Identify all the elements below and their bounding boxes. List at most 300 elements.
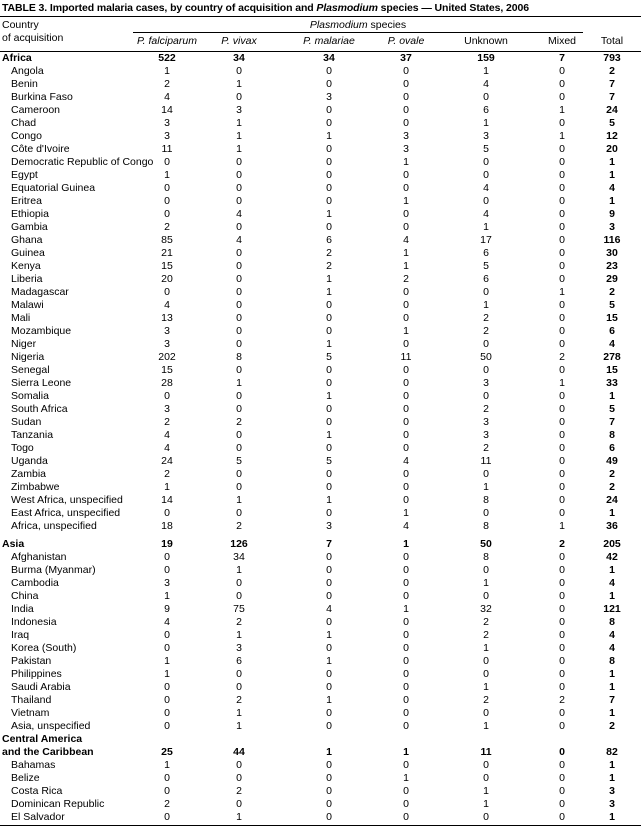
row-value: 0: [559, 338, 565, 350]
row-value: 5: [609, 117, 615, 129]
row-value: 0: [483, 468, 489, 480]
row-value: 0: [559, 143, 565, 155]
row-value: 1: [483, 117, 489, 129]
row-value: 0: [326, 442, 332, 454]
row-value: 0: [326, 811, 332, 823]
row-value: 1: [236, 707, 242, 719]
row-label: Angola: [11, 65, 44, 77]
row-value: 1: [609, 811, 615, 823]
row-value: 0: [326, 195, 332, 207]
row-value: 50: [480, 351, 492, 363]
row-value: 14: [161, 494, 173, 506]
row-value: 0: [403, 481, 409, 493]
row-value: 1: [483, 577, 489, 589]
row-value: 1: [164, 590, 170, 602]
row-label: Togo: [11, 442, 34, 454]
row-value: 0: [236, 507, 242, 519]
row-value: 0: [164, 195, 170, 207]
row-value: 0: [236, 299, 242, 311]
row-value: 0: [326, 681, 332, 693]
row-value: 0: [403, 494, 409, 506]
row-value: 202: [158, 351, 176, 363]
row-value: 0: [164, 785, 170, 797]
row-value: 0: [236, 390, 242, 402]
row-value: 3: [326, 520, 332, 532]
table-row: [0, 759, 641, 772]
row-value: 3: [164, 577, 170, 589]
row-value: 0: [403, 338, 409, 350]
row-value: 0: [483, 759, 489, 771]
row-value: 1: [164, 65, 170, 77]
row-label: Nigeria: [11, 351, 45, 363]
row-label: Asia: [2, 538, 25, 550]
row-value: 8: [609, 429, 615, 441]
row-value: 1: [326, 429, 332, 441]
table-row: [0, 130, 641, 143]
table-row: [0, 772, 641, 785]
row-value: 0: [236, 221, 242, 233]
row-value: 5: [236, 455, 242, 467]
row-value: 0: [236, 403, 242, 415]
row-value: 2: [236, 616, 242, 628]
row-value: 0: [403, 390, 409, 402]
row-value: 0: [236, 442, 242, 454]
table-row: [0, 538, 641, 551]
table-title-prefix: TABLE 3. Imported malaria cases, by country of acquisition and: [2, 2, 317, 14]
row-label: Burkina Faso: [11, 91, 73, 103]
table-title-suffix: species — United States, 2006: [377, 2, 529, 14]
header-col-unknown: Unknown: [464, 35, 508, 47]
row-value: 0: [483, 507, 489, 519]
row-value: 0: [164, 772, 170, 784]
row-label: China: [11, 590, 39, 602]
row-value: 1: [326, 694, 332, 706]
row-value: 1: [403, 195, 409, 207]
row-label: Sudan: [11, 416, 42, 428]
table-row: [0, 234, 641, 247]
row-value: 2: [164, 78, 170, 90]
row-label: Mozambique: [11, 325, 72, 337]
row-label: Egypt: [11, 169, 38, 181]
row-value: 0: [236, 156, 242, 168]
table-row: [0, 286, 641, 299]
row-value: 0: [559, 403, 565, 415]
row-value: 1: [236, 494, 242, 506]
table-row: [0, 564, 641, 577]
table-row: [0, 416, 641, 429]
table-row: [0, 403, 641, 416]
table-row: [0, 299, 641, 312]
row-value: 4: [483, 78, 489, 90]
row-value: 0: [559, 260, 565, 272]
row-value: 0: [483, 364, 489, 376]
row-value: 3: [483, 429, 489, 441]
row-value: 0: [326, 564, 332, 576]
header-col-p-malariae-label: P. malariae: [303, 35, 355, 47]
row-value: 0: [559, 811, 565, 823]
row-value: 4: [403, 455, 409, 467]
row-value: 8: [236, 351, 242, 363]
row-value: 1: [483, 681, 489, 693]
row-value: 1: [483, 642, 489, 654]
table-row: [0, 429, 641, 442]
row-value: 1: [326, 286, 332, 298]
row-label: Chad: [11, 117, 37, 129]
row-value: 1: [609, 668, 615, 680]
row-value: 0: [164, 694, 170, 706]
row-value: 3: [164, 130, 170, 142]
header-col-p-ovale-label: P. ovale: [387, 35, 425, 47]
row-value: 1: [403, 156, 409, 168]
row-value: 20: [161, 273, 173, 285]
row-value: 0: [403, 104, 409, 116]
row-value: 793: [603, 52, 621, 64]
row-label: Thailand: [11, 694, 52, 706]
row-value: 6: [609, 442, 615, 454]
row-value: 4: [164, 429, 170, 441]
row-value: 7: [609, 91, 615, 103]
row-value: 34: [323, 52, 335, 64]
table-row: [0, 655, 641, 668]
row-value: 0: [236, 182, 242, 194]
row-value: 2: [403, 273, 409, 285]
row-value: 2: [483, 403, 489, 415]
row-value: 0: [559, 590, 565, 602]
row-value: 0: [326, 720, 332, 732]
row-value: 0: [236, 91, 242, 103]
row-value: 7: [326, 538, 332, 550]
row-value: 0: [403, 798, 409, 810]
row-value: 0: [559, 468, 565, 480]
row-value: 17: [480, 234, 492, 246]
row-value: 1: [483, 798, 489, 810]
row-value: 0: [326, 590, 332, 602]
row-label: Madagascar: [11, 286, 69, 298]
table-row: [0, 338, 641, 351]
row-value: 0: [483, 707, 489, 719]
table-row: [0, 377, 641, 390]
row-value: 0: [326, 642, 332, 654]
table-row: [0, 798, 641, 811]
row-value: 0: [164, 390, 170, 402]
row-label: Uganda: [11, 455, 48, 467]
row-value: 1: [609, 772, 615, 784]
row-value: 205: [603, 538, 621, 550]
row-label: Eritrea: [11, 195, 42, 207]
row-value: 2: [559, 694, 565, 706]
row-value: 0: [559, 78, 565, 90]
row-value: 0: [403, 811, 409, 823]
row-value: 0: [483, 338, 489, 350]
row-value: 3: [609, 221, 615, 233]
row-value: 9: [164, 603, 170, 615]
row-value: 1: [559, 104, 565, 116]
row-value: 0: [403, 694, 409, 706]
row-value: 0: [483, 91, 489, 103]
row-value: 0: [236, 772, 242, 784]
row-value: 3: [236, 642, 242, 654]
row-value: 0: [403, 182, 409, 194]
table-row: [0, 260, 641, 273]
table-row: [0, 720, 641, 733]
row-value: 0: [403, 551, 409, 563]
row-value: 2: [559, 538, 565, 550]
table-row: [0, 221, 641, 234]
table-row: [0, 117, 641, 130]
row-label: Cambodia: [11, 577, 59, 589]
row-value: 12: [606, 130, 618, 142]
row-value: 1: [236, 377, 242, 389]
row-value: 0: [403, 403, 409, 415]
row-label: Bahamas: [11, 759, 56, 771]
row-value: 0: [403, 442, 409, 454]
row-label: Democratic Republic of Congo: [11, 156, 154, 168]
row-label: Sierra Leone: [11, 377, 72, 389]
row-value: 37: [400, 52, 412, 64]
row-value: 0: [326, 65, 332, 77]
header-col-p-vivax: [209, 35, 269, 47]
row-value: 522: [158, 52, 176, 64]
row-value: 0: [326, 707, 332, 719]
row-value: 0: [164, 720, 170, 732]
row-value: 11: [480, 746, 492, 758]
row-value: 0: [403, 208, 409, 220]
row-value: 0: [559, 455, 565, 467]
table-row: [0, 390, 641, 403]
row-label: Cameroon: [11, 104, 61, 116]
row-value: 2: [483, 694, 489, 706]
row-value: 11: [480, 455, 492, 467]
row-value: 0: [559, 442, 565, 454]
row-label-line2: and the Caribbean: [2, 746, 94, 758]
table-row: [0, 481, 641, 494]
species-span-rule: [133, 32, 583, 33]
row-value: 0: [326, 616, 332, 628]
row-label: Belize: [11, 772, 40, 784]
row-value: 9: [609, 208, 615, 220]
row-value: 159: [477, 52, 495, 64]
row-label: Vietnam: [11, 707, 50, 719]
row-label: Somalia: [11, 390, 49, 402]
row-value: 2: [164, 416, 170, 428]
header-col-p-malariae: [299, 35, 359, 47]
row-value: 0: [403, 681, 409, 693]
row-value: 15: [161, 364, 173, 376]
row-value: 0: [326, 104, 332, 116]
row-value: 2: [609, 65, 615, 77]
row-value: 0: [559, 312, 565, 324]
row-value: 0: [164, 642, 170, 654]
row-value: 0: [559, 117, 565, 129]
row-value: 2: [236, 416, 242, 428]
row-value: 5: [483, 260, 489, 272]
row-value: 2: [559, 351, 565, 363]
row-value: 3: [403, 143, 409, 155]
header-col-p-ovale: [376, 35, 436, 47]
row-value: 0: [236, 312, 242, 324]
row-value: 0: [236, 590, 242, 602]
row-label: Equatorial Guinea: [11, 182, 96, 194]
row-value: 1: [609, 681, 615, 693]
row-value: 0: [236, 247, 242, 259]
row-value: 1: [236, 811, 242, 823]
row-value: 2: [326, 260, 332, 272]
row-value: 4: [483, 182, 489, 194]
row-label: West Africa, unspecified: [11, 494, 123, 506]
row-value: 5: [326, 351, 332, 363]
row-label: Ethiopia: [11, 208, 49, 220]
row-value: 1: [326, 746, 332, 758]
row-value: 0: [236, 668, 242, 680]
row-value: 1: [236, 629, 242, 641]
row-value: 50: [480, 538, 492, 550]
row-value: 11: [400, 351, 412, 363]
row-value: 0: [326, 143, 332, 155]
row-value: 1: [403, 746, 409, 758]
row-value: 0: [559, 494, 565, 506]
row-value: 0: [326, 364, 332, 376]
row-value: 0: [559, 746, 565, 758]
row-value: 0: [326, 299, 332, 311]
row-value: 21: [161, 247, 173, 259]
row-value: 1: [609, 759, 615, 771]
row-value: 25: [161, 746, 173, 758]
row-label: Afghanistan: [11, 551, 67, 563]
row-value: 4: [609, 577, 615, 589]
table-row: [0, 273, 641, 286]
row-value: 1: [236, 78, 242, 90]
row-value: 1: [403, 260, 409, 272]
row-value: 4: [483, 208, 489, 220]
row-value: 0: [559, 507, 565, 519]
row-label: Guinea: [11, 247, 45, 259]
row-value: 1: [236, 117, 242, 129]
row-value: 0: [236, 325, 242, 337]
row-value: 2: [236, 694, 242, 706]
table-row: [0, 577, 641, 590]
row-value: 6: [326, 234, 332, 246]
row-value: 0: [326, 169, 332, 181]
row-value: 8: [483, 494, 489, 506]
table-row: [0, 603, 641, 616]
row-value: 1: [483, 720, 489, 732]
row-value: 0: [559, 247, 565, 259]
row-value: 1: [326, 273, 332, 285]
row-value: 0: [559, 616, 565, 628]
row-value: 0: [326, 481, 332, 493]
row-value: 18: [161, 520, 173, 532]
row-value: 2: [236, 520, 242, 532]
table-row: [0, 52, 641, 65]
row-value: 1: [609, 590, 615, 602]
row-label: Zambia: [11, 468, 47, 480]
row-value: 1: [164, 668, 170, 680]
row-value: 4: [403, 234, 409, 246]
row-value: 4: [236, 234, 242, 246]
row-value: 0: [559, 642, 565, 654]
header-species-group-italic: Plasmodium: [309, 19, 368, 31]
row-value: 2: [483, 616, 489, 628]
table-row: [0, 668, 641, 681]
row-value: 0: [403, 364, 409, 376]
row-value: 0: [483, 668, 489, 680]
row-value: 82: [606, 746, 618, 758]
row-value: 1: [609, 564, 615, 576]
header-species-group-suffix: species: [367, 19, 407, 31]
table-row: [0, 520, 641, 533]
table-row: [0, 325, 641, 338]
row-value: 5: [326, 455, 332, 467]
table-row: [0, 195, 641, 208]
row-value: 13: [161, 312, 173, 324]
row-value: 0: [326, 325, 332, 337]
row-value: 0: [403, 785, 409, 797]
row-value: 0: [559, 416, 565, 428]
table-row: [0, 694, 641, 707]
row-value: 1: [326, 338, 332, 350]
row-value: 0: [326, 551, 332, 563]
row-value: 0: [559, 603, 565, 615]
row-value: 2: [164, 798, 170, 810]
row-value: 1: [559, 130, 565, 142]
row-value: 116: [603, 234, 621, 246]
row-value: 0: [164, 551, 170, 563]
row-value: 0: [326, 78, 332, 90]
row-value: 0: [483, 169, 489, 181]
row-label: Niger: [11, 338, 37, 350]
row-value: 0: [403, 221, 409, 233]
table-row: [0, 78, 641, 91]
row-value: 0: [164, 629, 170, 641]
row-value: 2: [483, 325, 489, 337]
row-value: 0: [236, 338, 242, 350]
row-value: 2: [609, 720, 615, 732]
table-row: [0, 494, 641, 507]
row-value: 0: [483, 390, 489, 402]
row-value: 7: [609, 416, 615, 428]
row-value: 85: [161, 234, 173, 246]
row-value: 0: [403, 117, 409, 129]
row-value: 0: [403, 286, 409, 298]
row-label: Côte d'Ivoire: [11, 143, 70, 155]
row-value: 0: [403, 91, 409, 103]
row-value: 1: [326, 208, 332, 220]
row-value: 7: [559, 52, 565, 64]
table-row: [0, 629, 641, 642]
table-row: [0, 507, 641, 520]
row-value: 0: [326, 117, 332, 129]
row-value: 0: [236, 468, 242, 480]
row-label: Malawi: [11, 299, 44, 311]
table-header: [0, 17, 641, 51]
row-value: 4: [164, 442, 170, 454]
row-value: 0: [403, 642, 409, 654]
row-value: 24: [161, 455, 173, 467]
row-value: 1: [403, 247, 409, 259]
header-col-total: Total: [600, 35, 624, 47]
row-value: 4: [326, 603, 332, 615]
row-value: 3: [164, 338, 170, 350]
row-label: Costa Rica: [11, 785, 63, 797]
row-label: Iraq: [11, 629, 30, 641]
row-value: 0: [403, 616, 409, 628]
row-value: 0: [483, 286, 489, 298]
row-value: 4: [609, 182, 615, 194]
row-value: 0: [236, 286, 242, 298]
table-row: [0, 169, 641, 182]
row-value: 24: [606, 494, 618, 506]
row-value: 1: [236, 564, 242, 576]
